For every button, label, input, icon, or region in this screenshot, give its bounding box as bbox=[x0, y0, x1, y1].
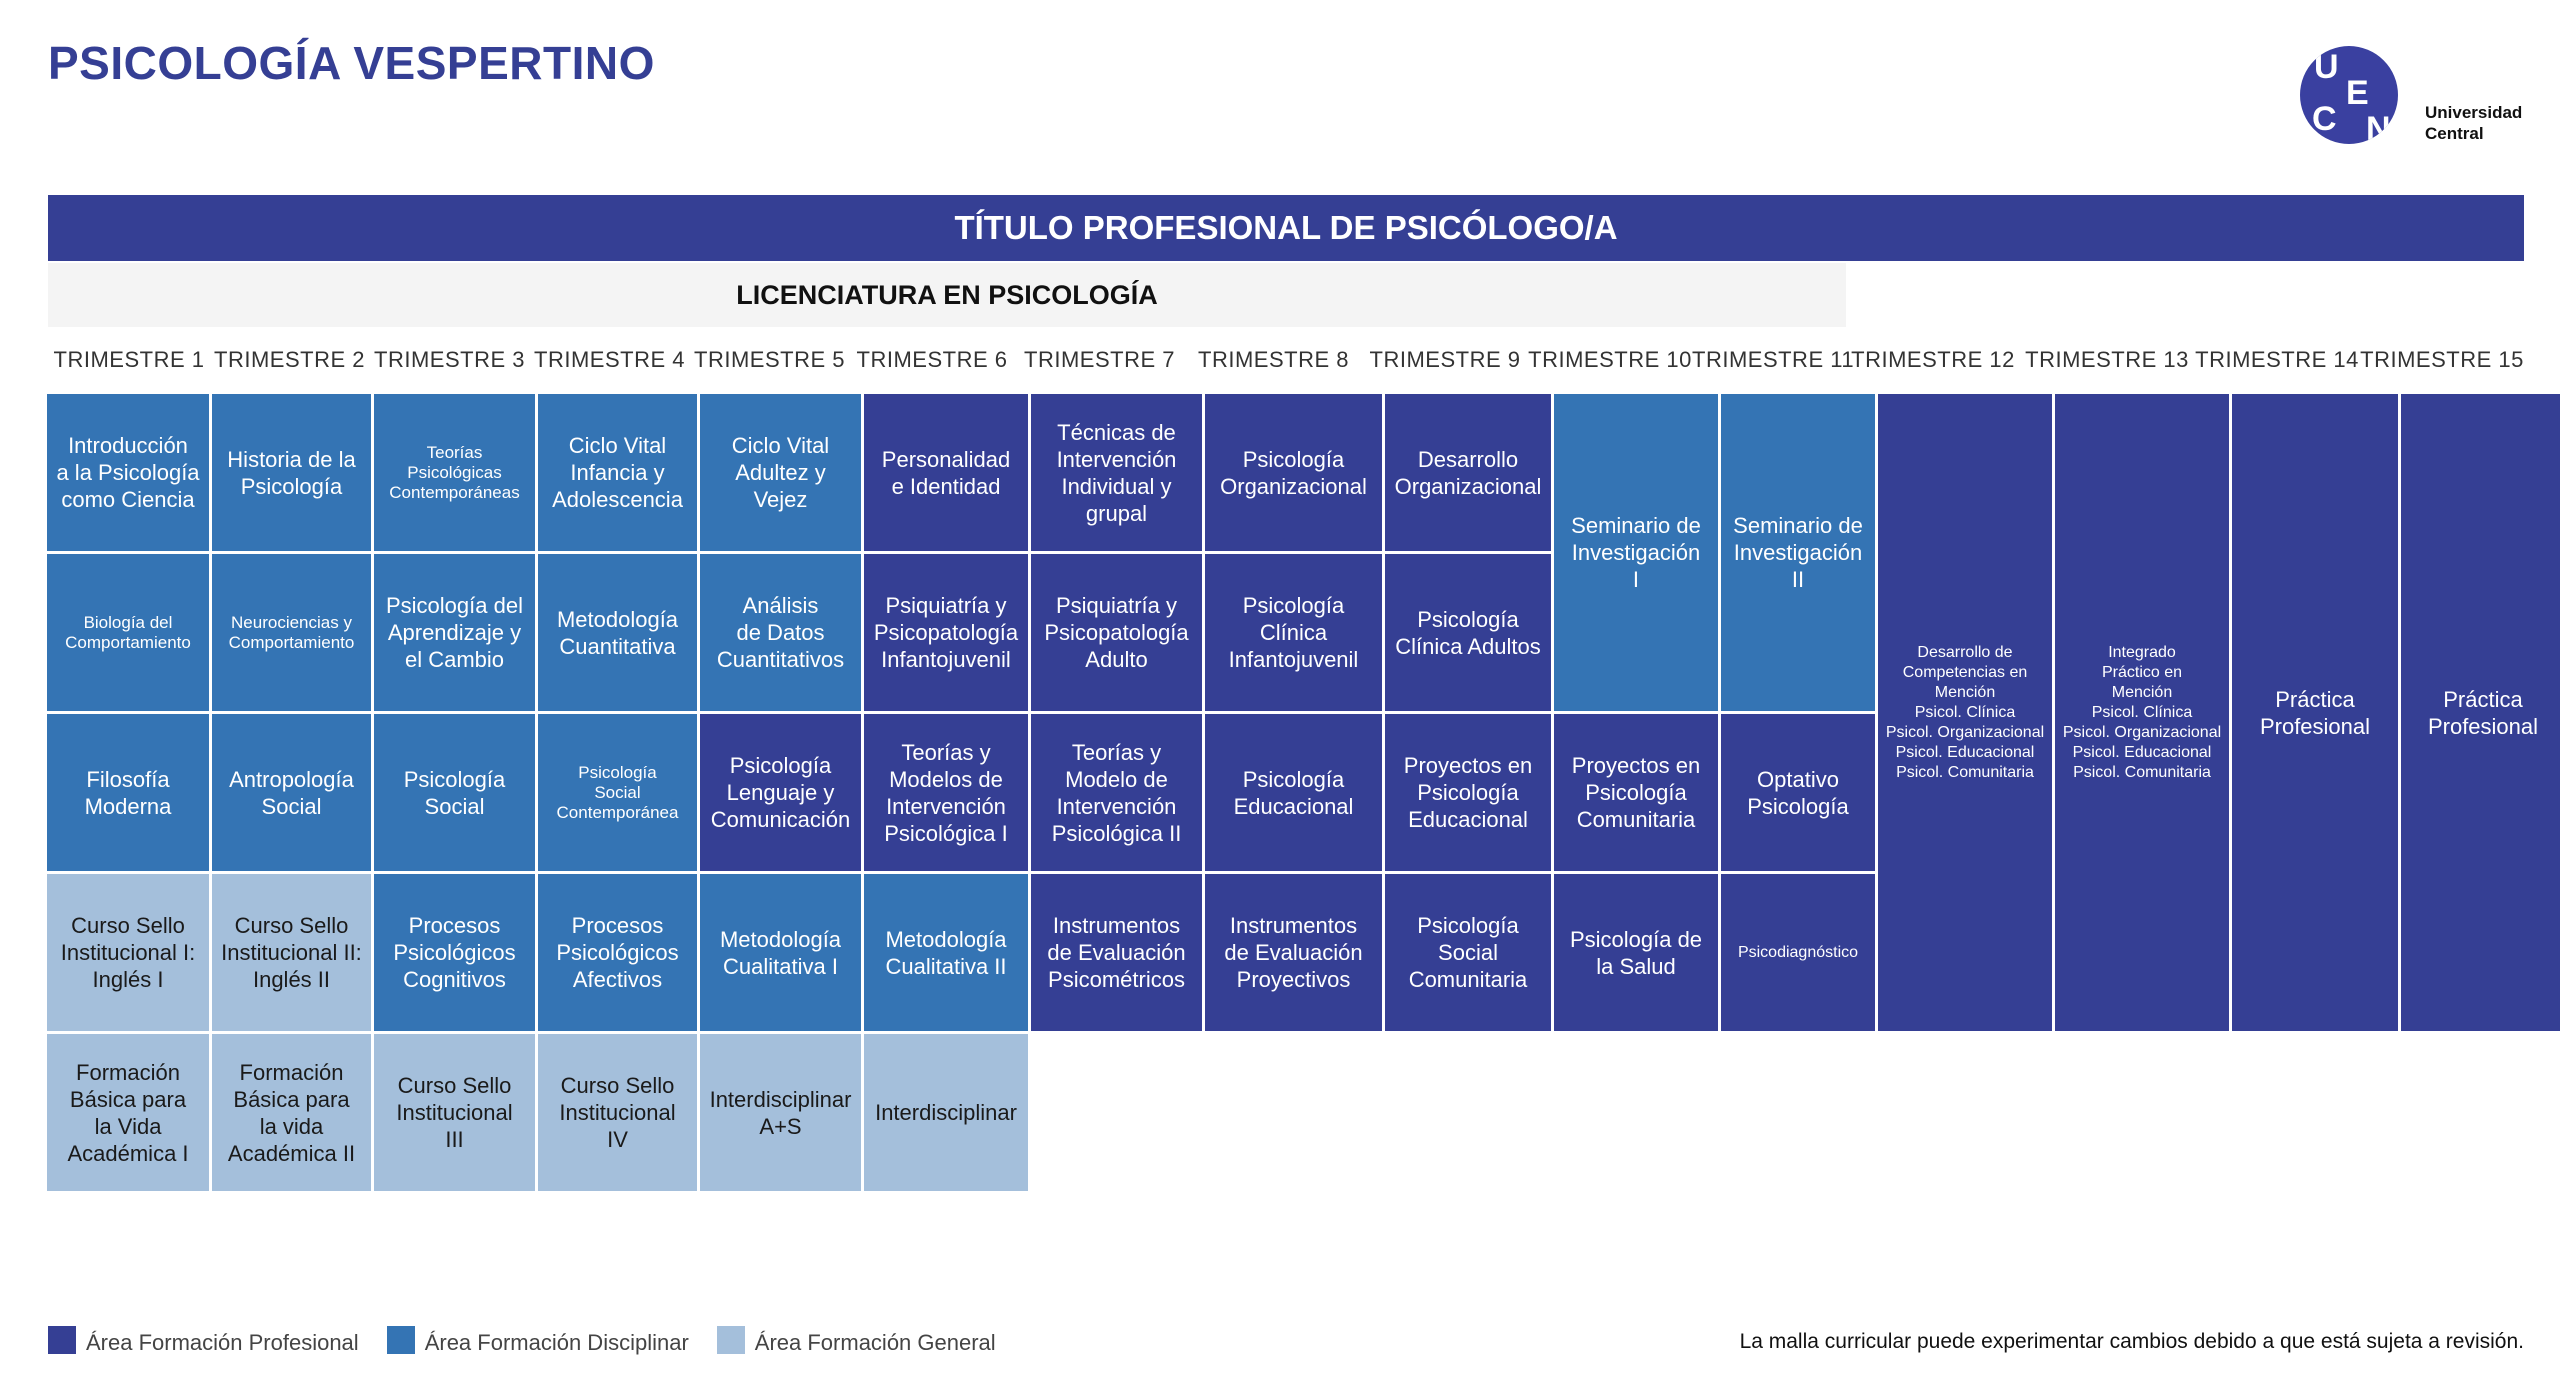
legend bbox=[48, 1326, 1010, 1356]
course-cell: Psicología Educacional bbox=[1205, 714, 1382, 871]
course-cell: Psiquiatría y Psicopatología Adulto bbox=[1031, 554, 1202, 711]
course-cell: Práctica Profesional bbox=[2401, 394, 2560, 1031]
course-cell: Biología del Comportamiento bbox=[47, 554, 209, 711]
course-cell: Psicología Clínica Adultos bbox=[1385, 554, 1551, 711]
course-cell: Teorías Psicológicas Contemporáneas bbox=[374, 394, 535, 551]
logo-text: Universidad Central bbox=[2425, 103, 2523, 143]
trimester-header: TRIMESTRE 14 bbox=[2195, 347, 2359, 372]
legend-swatch-icon bbox=[48, 1326, 76, 1354]
trimester-header: TRIMESTRE 8 bbox=[1198, 347, 1349, 372]
trimester-header: TRIMESTRE 12 bbox=[1851, 347, 2015, 372]
trimester-header: TRIMESTRE 3 bbox=[374, 347, 525, 372]
trimester-header: TRIMESTRE 4 bbox=[534, 347, 685, 372]
legend-item-disciplinar bbox=[387, 1326, 689, 1356]
course-cell: Optativo Psicología bbox=[1721, 714, 1875, 871]
course-cell: Psicología Social bbox=[374, 714, 535, 871]
course-cell: Personalidad e Identidad bbox=[864, 394, 1028, 551]
trimester-header: TRIMESTRE 2 bbox=[214, 347, 365, 372]
course-cell: Introducción a la Psicología como Ciencia bbox=[47, 394, 209, 551]
course-cell: Psicología Organizacional bbox=[1205, 394, 1382, 551]
course-cell: Psiquiatría y Psicopatología Infantojuvenil bbox=[864, 554, 1028, 711]
trimester-header: TRIMESTRE 5 bbox=[694, 347, 845, 372]
course-cell: Psicología Lenguaje y Comunicación bbox=[700, 714, 861, 871]
logo-letter: U bbox=[2314, 48, 2339, 86]
trimester-header: TRIMESTRE 1 bbox=[53, 347, 205, 372]
degree-title-bar: TÍTULO PROFESIONAL DE PSICÓLOGO/A bbox=[48, 195, 2524, 261]
course-cell: Instrumentos de Evaluación Psicométricos bbox=[1031, 874, 1202, 1031]
course-cell: Teorías y Modelos de Intervención Psicológica I bbox=[864, 714, 1028, 871]
course-cell: Filosofía Moderna bbox=[47, 714, 209, 871]
legend-label: Área Formación Disciplinar bbox=[424, 1330, 689, 1355]
course-cell: Seminario de Investigación II bbox=[1721, 394, 1875, 711]
course-cell: Ciclo Vital Infancia y Adolescencia bbox=[538, 394, 697, 551]
course-cell: Teorías y Modelo de Intervención Psicológica II bbox=[1031, 714, 1202, 871]
logo-letter: C bbox=[2312, 100, 2337, 138]
legend-label: Área Formación General bbox=[754, 1330, 996, 1355]
curriculum-grid bbox=[47, 394, 2539, 1191]
trimester-header: TRIMESTRE 13 bbox=[2025, 347, 2189, 372]
trimester-headers bbox=[48, 340, 2524, 380]
trimester-header: TRIMESTRE 7 bbox=[1024, 347, 1175, 372]
course-cell: Psicología Social Contemporánea bbox=[538, 714, 697, 871]
course-cell: Proyectos en Psicología Educacional bbox=[1385, 714, 1551, 871]
course-cell: Psicología de la Salud bbox=[1554, 874, 1718, 1031]
trimester-header: TRIMESTRE 11 bbox=[1692, 347, 1855, 372]
course-cell: Curso Sello Institucional III bbox=[374, 1034, 535, 1191]
course-cell: Curso Sello Institucional IV bbox=[538, 1034, 697, 1191]
course-cell: Metodología Cualitativa II bbox=[864, 874, 1028, 1031]
course-cell: Procesos Psicológicos Afectivos bbox=[538, 874, 697, 1031]
course-cell: Formación Básica para la vida Académica II bbox=[212, 1034, 371, 1191]
course-cell: Curso Sello Institucional II: Inglés II bbox=[212, 874, 371, 1031]
course-cell: Integrado Práctico en Mención Psicol. Clínica Psicol. Organizacional Psicol. Educacional Psicol. Comunitaria bbox=[2055, 394, 2229, 1031]
course-cell: Metodología Cuantitativa bbox=[538, 554, 697, 711]
licenciatura-bar: LICENCIATURA EN PSICOLOGÍA bbox=[48, 263, 1846, 327]
course-cell: Desarrollo Organizacional bbox=[1385, 394, 1551, 551]
course-cell: Interdisciplinar bbox=[864, 1034, 1028, 1191]
course-cell: Práctica Profesional bbox=[2232, 394, 2398, 1031]
legend-swatch-icon bbox=[387, 1326, 415, 1354]
course-cell: Psicología del Aprendizaje y el Cambio bbox=[374, 554, 535, 711]
course-cell: Antropología Social bbox=[212, 714, 371, 871]
course-cell: Interdisciplinar A+S bbox=[700, 1034, 861, 1191]
logo-letter: N bbox=[2366, 110, 2391, 144]
university-logo bbox=[2300, 46, 2530, 146]
logo-letter: E bbox=[2346, 74, 2369, 112]
course-cell: Seminario de Investigación I bbox=[1554, 394, 1718, 711]
course-cell: Historia de la Psicología bbox=[212, 394, 371, 551]
course-cell: Psicología Clínica Infantojuvenil bbox=[1205, 554, 1382, 711]
course-cell: Psicodiagnóstico bbox=[1721, 874, 1875, 1031]
course-cell: Procesos Psicológicos Cognitivos bbox=[374, 874, 535, 1031]
page-title: PSICOLOGÍA VESPERTINO bbox=[48, 37, 655, 89]
trimester-header: TRIMESTRE 9 bbox=[1369, 347, 1521, 372]
trimester-header: TRIMESTRE 15 bbox=[2360, 347, 2524, 372]
course-cell: Neurociencias y Comportamiento bbox=[212, 554, 371, 711]
logo-circle-icon bbox=[2300, 46, 2398, 144]
legend-swatch-icon bbox=[717, 1326, 745, 1354]
course-cell: Análisis de Datos Cuantitativos bbox=[700, 554, 861, 711]
legend-item-profesional bbox=[48, 1326, 359, 1356]
trimester-header: TRIMESTRE 6 bbox=[856, 347, 1008, 372]
course-cell: Metodología Cualitativa I bbox=[700, 874, 861, 1031]
legend-item-general bbox=[717, 1326, 996, 1356]
legend-label: Área Formación Profesional bbox=[86, 1330, 359, 1355]
trimester-header: TRIMESTRE 10 bbox=[1528, 347, 1692, 372]
course-cell: Curso Sello Institucional I: Inglés I bbox=[47, 874, 209, 1031]
course-cell: Instrumentos de Evaluación Proyectivos bbox=[1205, 874, 1382, 1031]
course-cell: Técnicas de Intervención Individual y grupal bbox=[1031, 394, 1202, 551]
course-cell: Formación Básica para la Vida Académica I bbox=[47, 1034, 209, 1191]
revision-note: La malla curricular puede experimentar cambios debido a que está sujeta a revisión. bbox=[1739, 1330, 2524, 1353]
course-cell: Proyectos en Psicología Comunitaria bbox=[1554, 714, 1718, 871]
course-cell: Ciclo Vital Adultez y Vejez bbox=[700, 394, 861, 551]
course-cell: Psicología Social Comunitaria bbox=[1385, 874, 1551, 1031]
course-cell: Desarrollo de Competencias en Mención Psicol. Clínica Psicol. Organizacional Psicol. Educacional Psicol. Comunitaria bbox=[1878, 394, 2052, 1031]
